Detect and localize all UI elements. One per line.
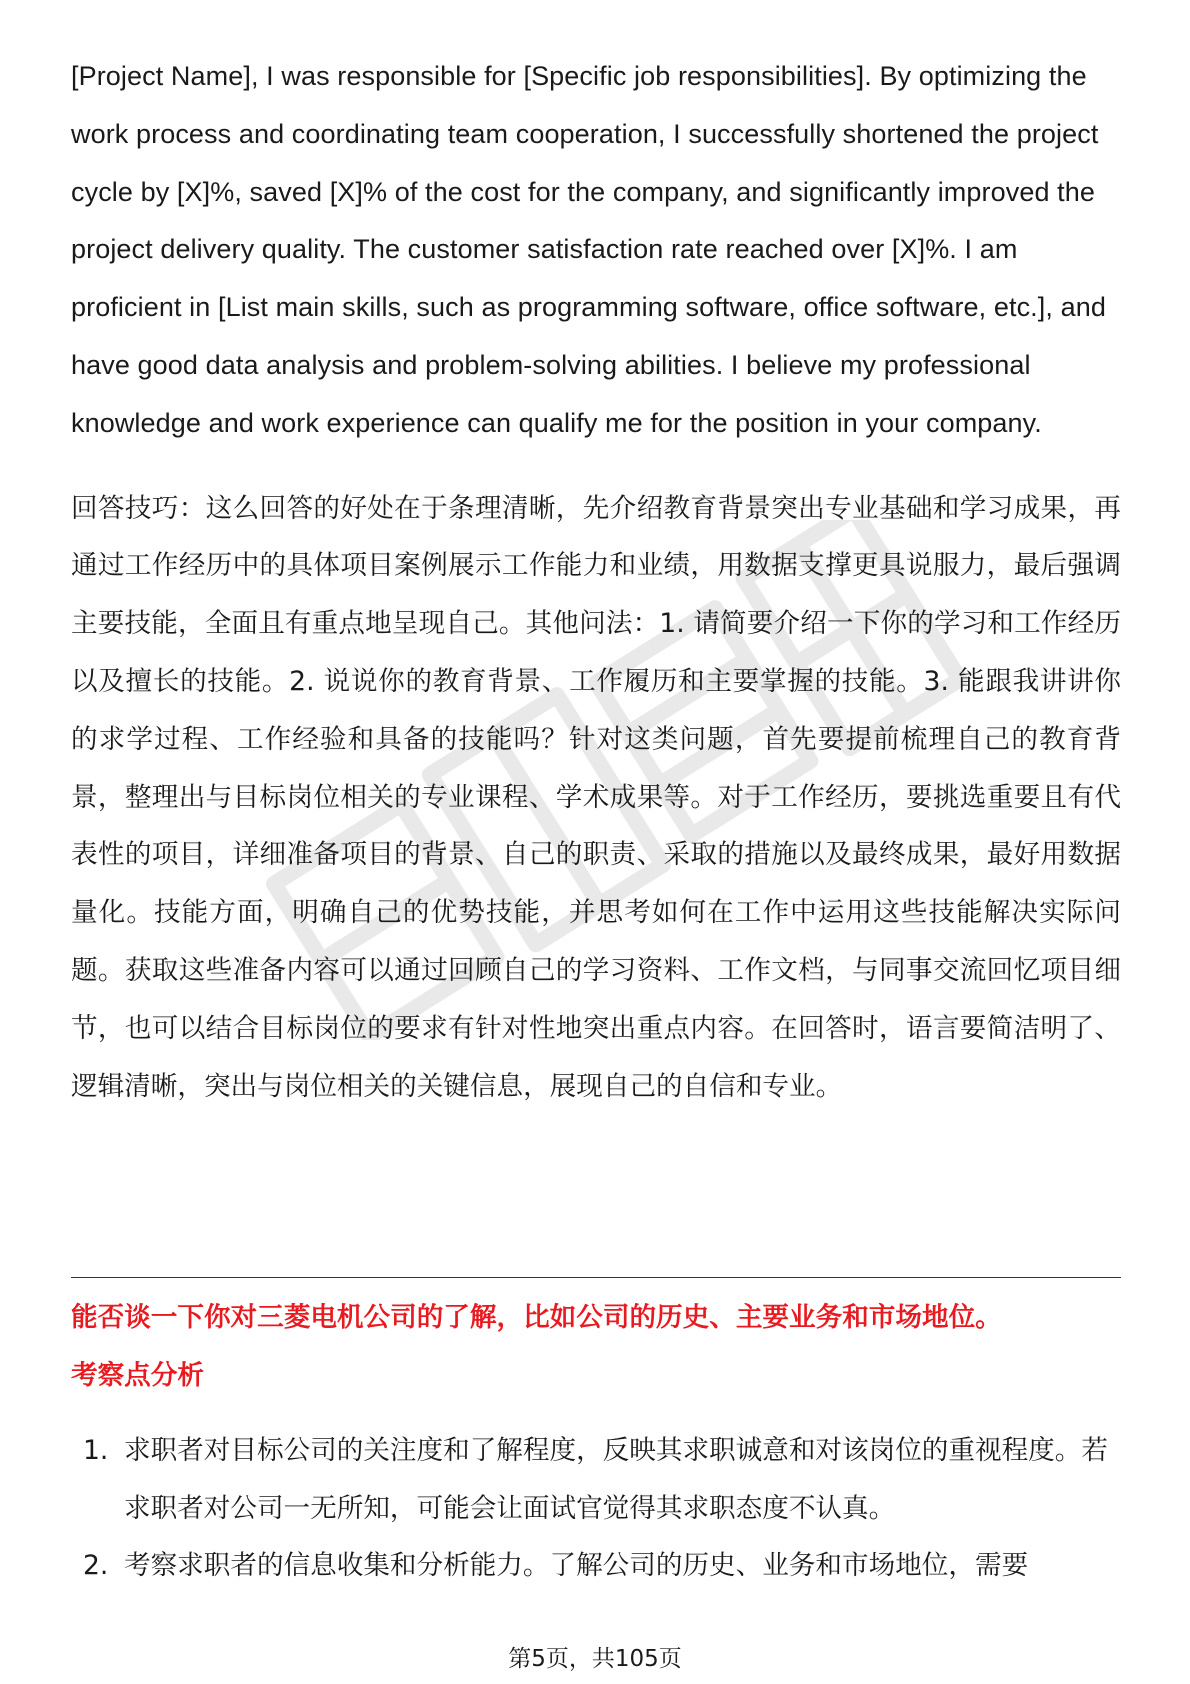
list-item-text: 求职者对目标公司的关注度和了解程度，反映其求职诚意和对该岗位的重视程度。若求职者对公司一无所知，可能会让面试官觉得其求职态度不认真。 (124, 1435, 1108, 1524)
list-item (71, 1422, 1121, 1537)
list-item-number: 1. (83, 1435, 109, 1466)
answer-tips-paragraph: 回答技巧：这么回答的好处在于条理清晰，先介绍教育背景突出专业基础和学习成果，再通过工作经历中的具体项目案例展示工作能力和业绩，用数据支撑更具说服力，最后强调主要技能，全面且有重点地呈现自己。其他问法：1. 请简要介绍一下你的学习和工作经历以及擅长的技能。2. 说说你的教育背景、工作履历和主要掌握的技能。3. 能跟我讲讲你的求学过程、工作经验和具备的技能吗？针对这类问题，首先要提前梳理自己的教育背景，整理出与目标岗位相关的专业课程、学术成果等。对于工作经历，要挑选重要且有代表性的项目，详细准备项目的背景、自己的职责、采取的措施以及最终成果，最好用数据量化。技能方面，明确自己的优势技能，并思考如何在工作中运用这些技能解决实际问题。获取这些准备内容可以通过回顾自己的学习资料、工作文档，与同事交流回忆项目细节，也可以结合目标岗位的要求有针对性地突出重点内容。在回答时，语言要简洁明了、逻辑清晰，突出与岗位相关的关键信息，展现自己的自信和专业。 (71, 492, 1121, 1102)
main-content (71, 48, 1121, 1115)
list-item-text: 考察求职者的信息收集和分析能力。了解公司的历史、业务和市场地位，需要 (124, 1550, 1029, 1582)
analysis-heading: 考察点分析 (71, 1360, 204, 1391)
analysis-points-list (71, 1422, 1121, 1595)
list-item-number: 2. (83, 1550, 109, 1582)
english-answer-paragraph: [Project Name], I was responsible for [Specific job responsibilities]. By optimizing the work process and coordinating team cooperation, I successfully shortened the project cycle by [X]%, saved [X]% of the cost for the company, and significantly improved the project delivery quality. The customer satisfaction rate reached over [X]%. I am proficient in [List main skills, such as programming software, office software, etc.], and have good data analysis and problem-solving abilities. I believe my professional knowledge and work experience can qualify me for the position in your company. (71, 61, 1106, 438)
list-item (71, 1537, 1121, 1595)
interview-question: 能否谈一下你对三菱电机公司的了解，比如公司的历史、主要业务和市场地位。 (71, 1302, 1002, 1333)
section-divider (71, 1277, 1121, 1278)
page-footer: 第5页，共105页 (508, 1646, 682, 1672)
